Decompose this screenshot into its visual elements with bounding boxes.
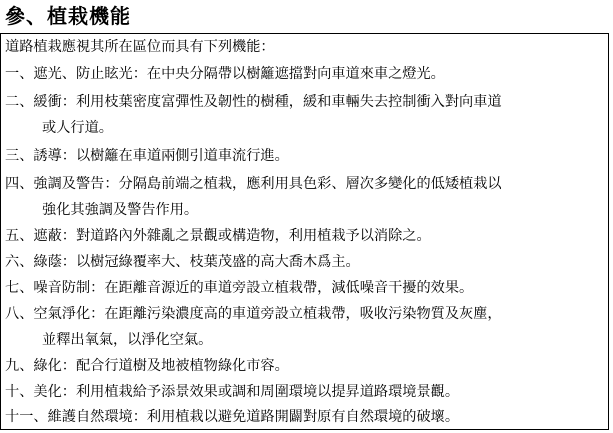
list-item-3	[5, 146, 289, 166]
item-text: 二、緩衝：利用枝葉密度富彈性及韌性的樹種，緩和車輛失去控制衝入對向車道	[5, 94, 502, 110]
list-item-7	[5, 278, 473, 298]
list-item-5	[5, 226, 431, 246]
item-text: 八、空氣淨化：在距離污染濃度高的車道旁設立植栽帶，吸收污染物質及灰塵，	[5, 306, 502, 322]
item-text: 十、美化：利用植栽給予添景效果或調和周圍環境以提昇道路環境景觀。	[5, 384, 460, 400]
item-text: 九、綠化：配合行道樹及地被植物綠化市容。	[5, 358, 289, 374]
item-text: 六、綠蔭：以樹冠綠覆率大、枝葉茂盛的高大喬木爲主。	[5, 254, 360, 270]
item-text-continued: 強化其強調及警告作用。	[42, 202, 199, 218]
item-text: 五、遮蔽：對道路內外雜亂之景觀或構造物，利用植栽予以消除之。	[5, 228, 431, 244]
section-heading: 參、植栽機能	[5, 4, 131, 28]
list-item-6	[5, 252, 360, 272]
item-text-continued: 或人行道。	[42, 120, 113, 136]
list-item-2	[5, 92, 502, 138]
item-text-continued: 並釋出氧氣，以淨化空氣。	[42, 332, 213, 348]
item-text: 三、誘導：以樹籬在車道兩側引道車流行進。	[5, 148, 289, 164]
list-item-8	[5, 304, 502, 350]
list-item-1	[5, 64, 445, 84]
content-box	[0, 33, 609, 430]
item-text: 四、強調及警告：分隔島前端之植栽，應利用具色彩、層次多變化的低矮植栽以	[5, 176, 502, 192]
list-item-4	[5, 174, 502, 220]
item-text: 一、遮光、防止眩光：在中央分隔帶以樹籬遮擋對向車道來車之燈光。	[5, 66, 445, 82]
item-text: 七、噪音防制：在距離音源近的車道旁設立植栽帶，減低噪音干擾的效果。	[5, 280, 474, 296]
intro-text: 道路植栽應視其所在區位而具有下列機能：	[5, 39, 275, 55]
list-item-10	[5, 382, 459, 402]
list-item-11	[5, 407, 459, 427]
list-item-9	[5, 356, 289, 376]
item-text: 十一、維護自然環境：利用植栽以避免道路開闢對原有自然環境的破壞。	[5, 409, 460, 425]
